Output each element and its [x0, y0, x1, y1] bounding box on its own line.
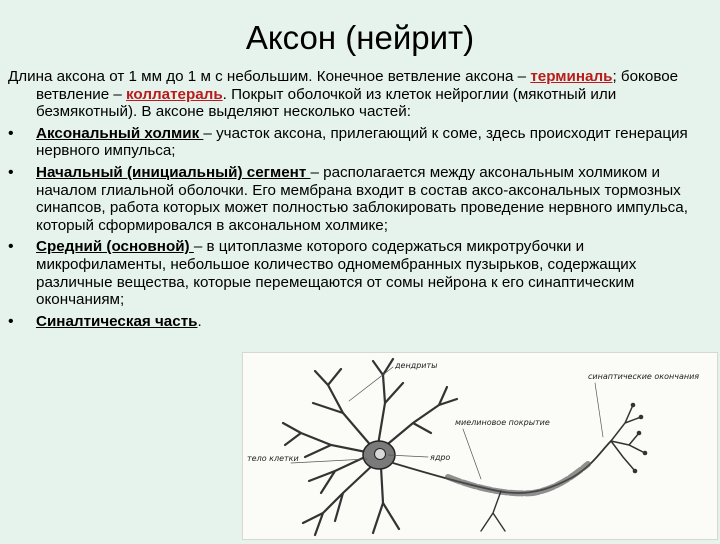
intro-paragraph	[8, 68, 708, 121]
term-synaptic-part: Синалтическая часть	[36, 312, 198, 330]
label-leader-lines	[291, 367, 603, 479]
synaptic-terminals	[611, 405, 645, 471]
label-myelin: миелиновое покрытие	[455, 418, 550, 427]
collateral-branch	[481, 491, 505, 531]
neuron-illustration	[242, 352, 718, 540]
term-terminal: терминаль	[530, 68, 613, 85]
term-axon-hillock: Аксональный холмик	[36, 124, 204, 142]
label-dendrites: дендриты	[395, 361, 438, 370]
intro-text-1: Длина аксона от 1 мм до 1 м с небольшим. Конечное ветвление аксона –	[8, 68, 531, 85]
term-initial-segment: Начальный (инициальный) сегмент	[36, 163, 311, 181]
intro-text-3: . Покрыт оболочкой из клеток нейроглии (мякотный или безмякотный). В аксоне выделяют несколько частей:	[36, 85, 617, 121]
item-text: .	[197, 312, 202, 330]
item-text: – участок аксона, прилегающий к соме, здесь происходит генерация нервного импульса;	[36, 124, 688, 160]
item-text: – в цитоплазме которого содержаться микротрубочки и микрофиламенты, небольшое количество одномембранных пузырьков, содержащих различные вещества, которые перемещаются от сомы нейрона к его синаптическим окончаниям;	[36, 238, 637, 309]
terminal-knobs	[631, 403, 648, 474]
intro-text-2: ; боковое ветвление –	[36, 68, 679, 103]
term-middle-part: Средний (основной)	[36, 238, 194, 256]
list-item-middle-part	[8, 238, 708, 308]
neuron-drawing	[243, 353, 717, 539]
label-nucleus: ядро	[430, 453, 451, 462]
label-cell-body: тело клетки	[247, 454, 299, 463]
list-item-initial-segment	[8, 164, 708, 234]
term-collateral: коллатераль	[126, 85, 223, 103]
list-item-synaptic-part	[8, 313, 708, 331]
label-synaptic-endings: синаптические окончания	[588, 372, 700, 381]
slide-title: Аксон (нейрит)	[245, 19, 475, 56]
myelin-sheath	[448, 464, 588, 493]
item-text: – располагается между аксональным холмиком и началом глиальной оболочки. Его мембрана входит в состав аксо-аксональных тормозных синапсов, работа которых может полностью заблокировать проведение нервного импульса, который сформировался в аксональном холмике;	[36, 163, 688, 234]
nucleus-shape	[375, 449, 386, 460]
axon-line	[393, 441, 611, 493]
axon-parts-list	[8, 125, 708, 331]
list-item-axon-hillock	[8, 125, 708, 160]
slide-body	[8, 68, 708, 334]
